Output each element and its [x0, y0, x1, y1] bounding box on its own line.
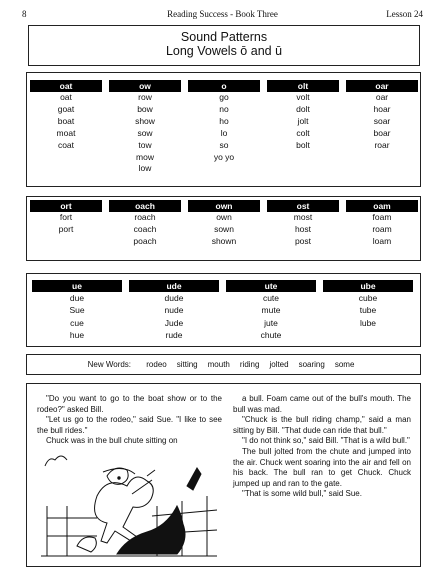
bull-rider-illustration [37, 446, 222, 562]
pattern-heading: olt [267, 80, 339, 92]
pattern-word: jute [264, 317, 278, 328]
story-paragraph: "Do you want to go to the boat show or to the rodeo?" asked Bill. [37, 394, 222, 414]
pattern-word: boar [373, 127, 391, 138]
page-header [22, 9, 423, 21]
pattern-heading: ow [109, 80, 181, 92]
pattern-word: dude [164, 293, 184, 303]
title-box [28, 25, 420, 66]
pattern-column-ude [129, 280, 219, 342]
new-word: some [334, 360, 355, 369]
pattern-word: fort [59, 212, 73, 222]
pattern-heading: oar [346, 80, 418, 92]
pattern-word: chute [260, 330, 282, 341]
pattern-heading: ube [323, 280, 413, 292]
pattern-word: lo [220, 127, 228, 138]
pattern-heading: ost [267, 200, 339, 212]
pattern-heading: oat [30, 80, 102, 92]
pattern-heading: o [188, 80, 260, 92]
pattern-word: goat [57, 103, 75, 114]
pattern-heading: oach [109, 200, 181, 212]
story-right-column [233, 394, 411, 500]
pattern-word: moat [56, 127, 76, 138]
pattern-word: roach [134, 212, 156, 222]
pattern-word: no [219, 103, 229, 114]
pattern-heading: ue [32, 280, 122, 292]
pattern-word: Jude [164, 317, 184, 328]
pattern-column-ute [226, 280, 316, 342]
page-number: 8 [22, 9, 27, 19]
pattern-column-ube [323, 280, 413, 329]
new-word: jolted [269, 360, 289, 369]
pattern-word: lube [359, 317, 377, 328]
pattern-heading: oam [346, 200, 418, 212]
pattern-column-own [188, 200, 260, 248]
pattern-word: row [138, 92, 152, 102]
pattern-word: coat [57, 139, 75, 150]
pattern-word: Sue [69, 305, 85, 316]
pattern-word: colt [296, 127, 310, 138]
story-paragraph: Chuck was in the bull chute sitting on [46, 436, 178, 446]
new-word: rodeo [146, 360, 167, 369]
book-title: Reading Success - Book Three [167, 9, 278, 19]
pattern-word: hue [69, 330, 85, 341]
pattern-word: oat [60, 92, 72, 102]
pattern-heading: ude [129, 280, 219, 292]
pattern-word: cube [358, 293, 378, 303]
story-box [26, 383, 421, 567]
pattern-word: cue [70, 317, 84, 328]
pattern-word: show [135, 115, 155, 126]
pattern-word: sow [137, 127, 153, 138]
pattern-word: foam [372, 212, 392, 222]
pattern-column-ow [109, 80, 181, 175]
pattern-word: poach [133, 235, 157, 246]
story-paragraph: "Chuck is the bull riding champ," said a man sitting by Bill. "That dude can ride that bull." [233, 415, 411, 435]
new-word: sitting [176, 360, 198, 369]
pattern-word: go [219, 92, 229, 102]
pattern-word: host [294, 223, 312, 234]
pattern-word: bow [137, 103, 153, 114]
pattern-word: post [294, 235, 312, 246]
pattern-word: soar [373, 115, 391, 126]
pattern-word: coach [133, 223, 157, 234]
pattern-column-oar [346, 80, 418, 152]
pattern-column-ort [30, 200, 102, 236]
pattern-column-ue [32, 280, 122, 342]
new-words-label: New Words: [87, 360, 132, 369]
pattern-word: due [69, 293, 85, 303]
pattern-word: hoar [373, 103, 391, 114]
pattern-word: oar [375, 92, 389, 102]
pattern-column-olt [267, 80, 339, 152]
title-line-2: Long Vowels ō and ū [165, 44, 283, 58]
pattern-word: own [216, 212, 232, 222]
new-word: mouth [207, 360, 230, 369]
pattern-word: jolt [297, 115, 309, 126]
pattern-word: sown [214, 223, 234, 234]
pattern-word: boat [57, 115, 75, 126]
story-left-column [37, 394, 222, 447]
pattern-word: ho [219, 115, 229, 126]
pattern-word: cute [262, 293, 280, 303]
pattern-word: roar [374, 139, 390, 150]
pattern-word: tow [138, 139, 152, 150]
pattern-column-ost [267, 200, 339, 248]
story-paragraph: "That is some wild bull," said Sue. [242, 489, 362, 499]
story-paragraph: The bull jolted from the chute and jumped into the air. Chuck went soaring into the air and fell on his back. The bull ran to get Chuck. Chuck jumped up and ran to the gate. [233, 446, 411, 488]
pattern-word: mow [136, 151, 154, 162]
pattern-column-oach [109, 200, 181, 248]
new-word: soaring [298, 360, 325, 369]
title-line-1: Sound Patterns [180, 30, 268, 44]
pattern-word: shown [211, 235, 237, 246]
pattern-word: most [293, 212, 313, 222]
pattern-word: rude [165, 330, 183, 341]
pattern-heading: ute [226, 280, 316, 292]
pattern-word: tube [359, 305, 377, 316]
pattern-word: dolt [296, 103, 310, 114]
pattern-word: yo yo [213, 151, 235, 162]
pattern-word: nude [164, 305, 184, 316]
story-paragraph: "I do not think so," said Bill. "That is a wild bull." [242, 436, 410, 446]
pattern-heading: own [188, 200, 260, 212]
pattern-word: mute [261, 305, 281, 316]
pattern-column-oam [346, 200, 418, 248]
pattern-word: port [58, 223, 74, 234]
story-paragraph: a bull. Foam came out of the bull's mouth. The bull was mad. [233, 394, 411, 414]
new-word: riding [239, 360, 260, 369]
pattern-word: so [219, 139, 229, 150]
new-words-box [26, 354, 421, 375]
pattern-word: low [138, 163, 152, 174]
pattern-word: volt [296, 92, 310, 102]
pattern-word: roam [372, 223, 392, 234]
pattern-column-o [188, 80, 260, 163]
pattern-word: loam [372, 235, 392, 246]
story-paragraph: "Let us go to the rodeo," said Sue. "I like to see the bull rides." [37, 415, 222, 435]
pattern-word: bolt [296, 139, 310, 150]
lesson-label: Lesson 24 [386, 9, 423, 19]
pattern-column-oat [30, 80, 102, 152]
pattern-heading: ort [30, 200, 102, 212]
